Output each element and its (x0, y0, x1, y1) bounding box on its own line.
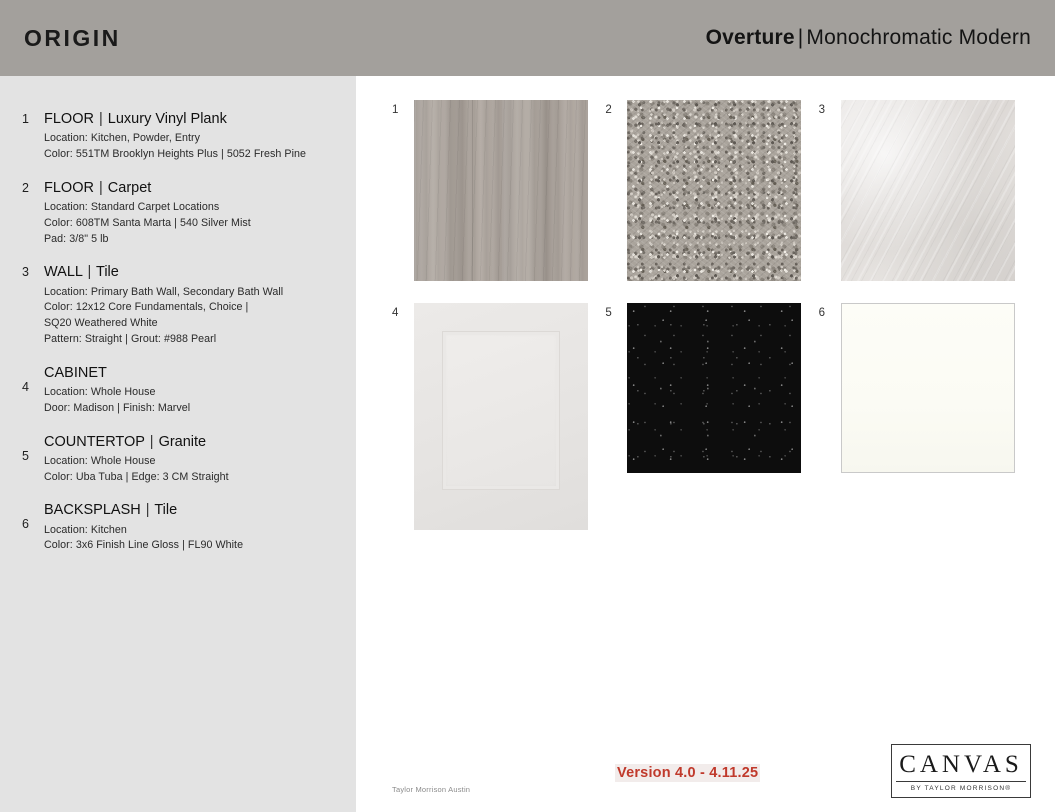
spec-item (0, 364, 356, 417)
spec-title (44, 501, 338, 519)
swatch-row (392, 303, 1032, 530)
swatch-cell (605, 303, 818, 530)
spec-title-sub: Luxury Vinyl Plank (107, 111, 227, 127)
backsplash-tile-swatch (841, 303, 1015, 473)
spec-line: Location: Kitchen (44, 523, 127, 536)
spec-title-bar: | (145, 502, 150, 519)
spec-title (44, 364, 338, 382)
spec-item (0, 501, 356, 554)
version-label: Version 4.0 - 4.11.25 (617, 765, 759, 781)
swatch-cell (392, 303, 605, 530)
spec-number: 5 (22, 448, 29, 463)
swatch-row (392, 100, 1032, 281)
spec-item (0, 433, 356, 486)
spec-line: Location: Kitchen, Powder, Entry (44, 132, 201, 145)
spec-title-bar: | (87, 264, 92, 281)
spec-title-main: FLOOR (44, 111, 94, 127)
spec-number: 3 (22, 265, 29, 280)
spec-title-bar: | (149, 433, 154, 450)
swatch-number: 4 (392, 307, 399, 319)
swatch-number: 3 (818, 104, 826, 116)
spec-item (0, 179, 356, 248)
swatch-number: 2 (605, 104, 612, 116)
specifications-sidebar (0, 76, 356, 812)
spec-line: Location: Standard Carpet Locations (44, 200, 220, 213)
spec-line: Color: 551TM Brooklyn Heights Plus | 5052 Fresh Pine (44, 147, 306, 160)
spec-number: 2 (22, 180, 29, 195)
swatch-cell (819, 100, 1032, 281)
spec-title-bar (107, 365, 109, 381)
cabinet-door-swatch (414, 303, 588, 530)
swatch-cell (605, 100, 818, 281)
spec-title-main: WALL (44, 264, 83, 281)
cabinet-door-panel (442, 331, 560, 490)
spec-line: Color: 608TM Santa Marta | 540 Silver Mist (44, 216, 251, 229)
logo-tagline: BY TAYLOR MORRISON® (896, 781, 1026, 792)
title-separator: | (797, 26, 804, 49)
spec-title-main: COUNTERTOP (44, 433, 145, 450)
spec-item (0, 110, 356, 163)
scheme-name: Monochromatic Modern (806, 26, 1031, 49)
spec-line: Color: 12x12 Core Fundamentals, Choice | (44, 301, 249, 314)
spec-title-sub: Carpet (107, 179, 152, 196)
collection-title (706, 26, 1031, 50)
swatch-number: 5 (605, 307, 612, 319)
page-header (0, 0, 1055, 76)
spec-line: Color: Uba Tuba | Edge: 3 CM Straight (44, 470, 229, 483)
granite-countertop-swatch (627, 303, 801, 473)
spec-line: Pattern: Straight | Grout: #988 Pearl (44, 333, 217, 345)
spec-number: 4 (22, 379, 29, 394)
spec-line: Location: Primary Bath Wall, Secondary Bath Wall (44, 285, 284, 298)
spec-title-main: CABINET (44, 364, 107, 381)
spec-title (44, 179, 338, 197)
spec-title-sub: Tile (154, 502, 178, 519)
spec-title (44, 263, 338, 281)
swatch-panel (356, 76, 1055, 812)
spec-title (44, 110, 338, 128)
spec-line: Pad: 3/8" 5 lb (44, 232, 109, 245)
swatch-number: 6 (818, 307, 826, 319)
spec-line: Location: Whole House (44, 454, 156, 467)
spec-title-bar: | (98, 111, 103, 127)
spec-line: Location: Whole House (44, 385, 156, 398)
luxury-vinyl-plank-swatch (414, 100, 588, 281)
swatch-number: 1 (392, 104, 399, 116)
spec-title-bar: | (98, 179, 103, 196)
spec-item (0, 263, 356, 347)
spec-line: Color: 3x6 Finish Line Gloss | FL90 White (44, 539, 244, 552)
spec-number: 1 (22, 112, 29, 126)
spec-number: 6 (22, 517, 29, 532)
swatch-grid (392, 100, 1032, 530)
footer-credit: Taylor Morrison Austin (392, 785, 471, 794)
wall-tile-swatch (841, 100, 1015, 281)
spec-title (44, 433, 338, 451)
swatch-cell (819, 303, 1032, 530)
brand-title: ORIGIN (24, 24, 121, 51)
spec-title-main: FLOOR (44, 179, 94, 196)
spec-line: Door: Madison | Finish: Marvel (44, 401, 191, 414)
canvas-logo (891, 744, 1031, 798)
logo-wordmark: CANVAS (899, 751, 1023, 778)
spec-title-main: BACKSPLASH (44, 502, 141, 519)
collection-name: Overture (705, 26, 795, 49)
carpet-swatch (627, 100, 801, 281)
spec-line: SQ20 Weathered White (44, 317, 158, 330)
spec-title-sub: Granite (158, 433, 207, 450)
spec-title-sub: Tile (96, 264, 119, 281)
swatch-cell (392, 100, 605, 281)
